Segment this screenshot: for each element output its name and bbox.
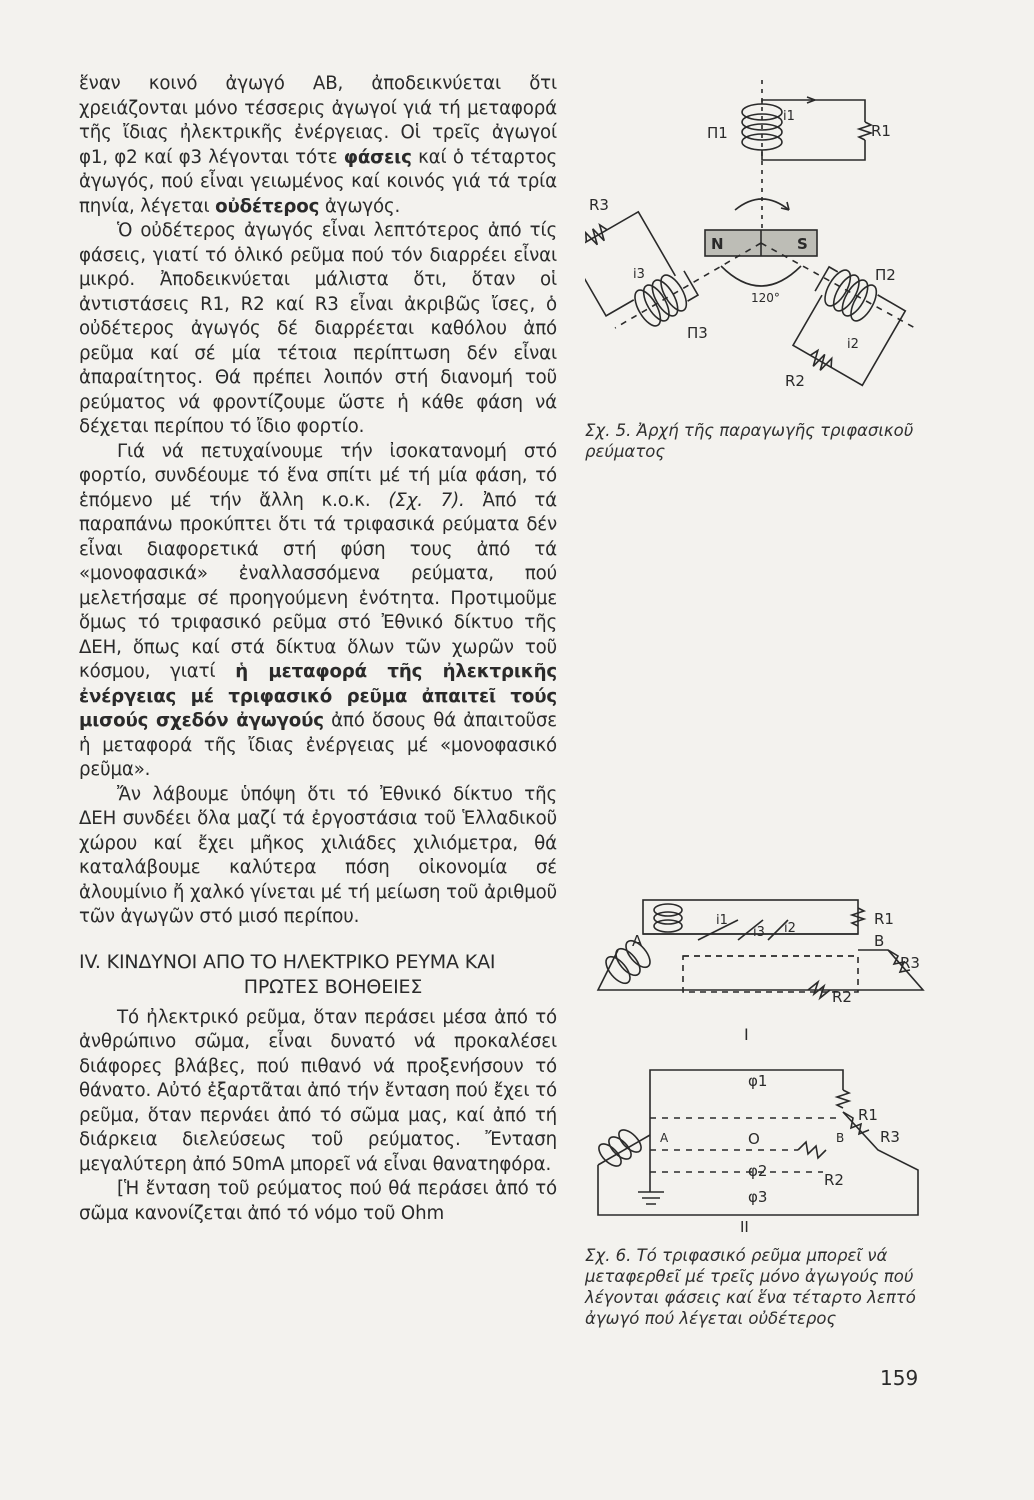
resistor-r1-bottom (837, 1090, 849, 1108)
svg-text:N: N (711, 235, 724, 253)
svg-text:R2: R2 (785, 372, 805, 390)
main-text-column (79, 72, 557, 1226)
paragraph-3: Γιά νά πετυχαίνουμε τήν ἰσοκατανομή στό φορτίο, συνδέουμε τό ἕνα σπίτι μέ τή μία φάση, τό ἑπόμενο μέ τήν ἄλλη κ.ο.κ. (Σχ. 7). Ἀπό τά παραπάνω προκύπτει ὅτι τά τριφασικά ρεύματα δέν εἶναι διαφορετικά στή φύση τους ἀπό τά «μονοφασικά» ἐναλλασσόμενα ρεύματα, πού μελετήσαμε σέ προηγούμενη ἑνότητα. Προτιμοῦμε ὅμως τό τριφασικό ρεῦμα στό Ἐθνικό δίκτυο τῆς ΔΕΗ, ὅπως καί στά δίκτυα ὅλων τῶν χωρῶν τοῦ κόσμου, γιατί ἡ μεταφορά τῆς ἠλεκτρικῆς ἐνέργειας μέ τριφασικό ρεῦμα ἀπαιτεῖ τούς μισούς σχεδόν ἀγωγούς ἀπό ὅσους θά ἀπαιτοῦσε ἡ μεταφορά τῆς ἴδιας ἐνέργειας μέ «μονοφασικό ρεῦμα». (79, 440, 557, 780)
paragraph-5: Τό ἠλεκτρικό ρεῦμα, ὅταν περάσει μέσα ἀπό τό ἀνθρώπινο σῶμα, εἶναι δυνατό νά προκαλέσει διάφορες βλάβες, πού πιθανό νά προξενήσουν τό θάνατο. Αὐτό ἐξαρτᾶται ἀπό τήν ἔνταση πού ἔχει τό ρεῦμα, ὅταν περνάει ἀπό τό σῶμα μας, καί ἀπό τή διάρκεια διελεύσεως τοῦ ρεύματος. Ἔνταση μεγαλύτερη ἀπό 50mA μπορεῖ νά εἶναι θανατηφόρα. (79, 1006, 557, 1175)
svg-text:A: A (660, 1131, 669, 1145)
svg-text:O: O (748, 1130, 760, 1148)
svg-text:A: A (632, 932, 643, 950)
svg-text:120°: 120° (751, 291, 780, 305)
svg-text:i3: i3 (753, 925, 765, 940)
svg-text:i1: i1 (716, 913, 728, 928)
svg-text:S: S (797, 235, 808, 253)
svg-text:R3: R3 (880, 1128, 900, 1146)
svg-text:R2: R2 (832, 988, 852, 1006)
page-number: 159 (880, 1366, 919, 1390)
figure-5-diagram (585, 70, 925, 410)
svg-text:R1: R1 (871, 122, 891, 140)
svg-text:II: II (740, 1218, 749, 1236)
svg-text:i3: i3 (633, 267, 645, 282)
svg-text:R3: R3 (900, 954, 920, 972)
svg-text:R2: R2 (824, 1171, 844, 1189)
resistor-r2-bottom (798, 1142, 826, 1158)
section-heading: IV. ΚΙΝΔΥΝΟΙ ΑΠΟ ΤΟ ΗΛΕΚΤΡΙΚΟ ΡΕΥΜΑ ΚΑΙ ΠΡΩΤΕΣ ΒΟΗΘΕΙΕΣ (79, 950, 496, 998)
term-neutral: οὐδέτερος (215, 195, 320, 217)
term-phases: φάσεις (343, 146, 412, 168)
svg-text:B: B (874, 932, 885, 950)
svg-text:i1: i1 (783, 109, 795, 124)
resistor-r1 (859, 122, 871, 140)
svg-text:R3: R3 (589, 196, 609, 214)
svg-text:i2: i2 (784, 921, 796, 936)
figure-6-caption: Σχ. 6. Τό τριφασικό ρεῦμα μπορεῖ νά μεταφερθεῖ μέ τρεῖς μόνο ἀγωγούς πού λέγονται φάσεις καί ἕνα τέταρτο λεπτό ἀγωγό πού λέγεται οὐδέτερος (585, 1246, 916, 1328)
svg-text:φ2: φ2 (748, 1162, 768, 1180)
svg-text:i2: i2 (847, 337, 859, 352)
paragraph-4: Ἄν λάβουμε ὑπόψη ὅτι τό Ἐθνικό δίκτυο τῆς ΔΕΗ συνδέει ὅλα μαζί τά ἐργοστάσια τοῦ Ἑλλαδικοῦ χώρου καί ἔχει μῆκος χιλιάδες χιλιόμετρα, θά καταλάβουμε καλύτερα πόση οἰκονομία σέ ἀλουμίνιο ἤ χαλκό γίνεται μέ τή μείωση τοῦ ἀριθμοῦ τῶν ἀγωγῶν στό μισό περίπου. (79, 783, 557, 927)
paragraph-2: Ὁ οὐδέτερος ἀγωγός εἶναι λεπτότερος ἀπό τίς φάσεις, γιατί τό ὁλικό ρεῦμα πού τόν διαρρέει εἶναι μικρό. Ἀποδεικνύεται μάλιστα ὅτι, ὅταν οἱ ἀντιστάσεις R1, R2 καί R3 εἶναι ἀκριβῶς ἴσες, ὁ οὐδέτερος ἀγωγός δέ διαρρέεται καθόλου ἀπό ρεῦμα καί σέ μία τέτοια περίπτωση δέν εἶναι ἀπαραίτητος. Θά πρέπει λοιπόν στή διανομή τοῦ ρεύματος νά φροντίζουμε ὥστε ἡ κάθε φάση νά δέχεται περίπου τό ἴδιο φορτίο. (79, 220, 557, 437)
emphasis-statement: ἡ μεταφορά τῆς ἠλεκτρικῆς ἐνέργειας μέ τριφασικό ρεῦμα ἀπαιτεῖ τούς μισούς σχεδόν ἀγωγούς (79, 661, 557, 731)
figure-6-diagram (588, 880, 938, 1240)
figure-reference: (Σχ. 7). (388, 489, 465, 511)
paragraph-1: ἕναν κοινό ἀγωγό ΑΒ, ἀποδεικνύεται ὅτι χρειάζονται μόνο τέσσερις ἀγωγοί γιά τή μεταφορά τῆς ἴδιας ἠλεκτρικῆς ἐνέργειας. Οἱ τρεῖς ἀγωγοί φ1, φ2 καί φ3 λέγονται τότε φάσεις καί ὁ τέταρτος ἀγωγός, πού εἶναι γειωμένος καί κοινός γιά τά τρία πηνία, λέγεται οὐδέτερος ἀγωγός. (79, 73, 557, 217)
svg-text:Π1: Π1 (707, 124, 728, 142)
svg-text:R1: R1 (858, 1106, 878, 1124)
svg-text:B: B (836, 1131, 845, 1145)
svg-text:φ1: φ1 (748, 1072, 768, 1090)
paragraph-6: [Ἡ ἔνταση τοῦ ρεύματος πού θά περάσει ἀπό τό σῶμα κανονίζεται ἀπό τό νόμο τοῦ Ohm (79, 1178, 557, 1224)
svg-text:R1: R1 (874, 910, 894, 928)
svg-text:I: I (744, 1025, 749, 1044)
svg-text:Π3: Π3 (687, 324, 708, 342)
svg-text:Π2: Π2 (875, 266, 896, 284)
figure-5-caption: Σχ. 5. Ἀρχή τῆς παραγωγῆς τριφασικοῦ ρεύματος (585, 421, 914, 461)
ground-symbol (638, 1192, 664, 1204)
svg-text:φ3: φ3 (748, 1188, 768, 1206)
